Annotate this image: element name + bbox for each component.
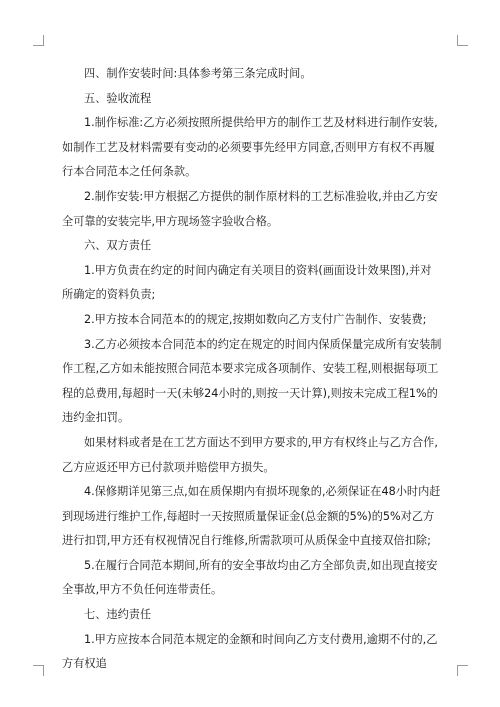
section-heading-install-time: 四、制作安装时间:具体参考第三条完成时间。 [84,67,312,80]
paragraph-warranty: 4.保修期详见第三点,如在质保期内有损坏现象的,必须保证在48小时内赶到现场进行维护工作,每超时一天按照质量保证金(总金额的5%)的5%对乙方进行扣罚,甲方还有权视情况自行维修,所需款项可从质保金中直接双倍扣除; [62,485,441,548]
paragraph-party-a-materials: 1.甲方负责在约定的时间内确定有关项目的资料(画面设计效果图),并对所确定的资料负责; [62,263,432,302]
paragraph-breach-payment: 1.甲方应按本合同范本规定的金额和时间向乙方支付费用,逾期不付的,乙方有权追 [62,632,438,671]
paragraph-safety: 5.在履行合同范本期间,所有的安全事故均由乙方全部负责,如出现直接安全事故,甲方不负任何连带责任。 [62,558,438,597]
document-body [62,62,442,677]
section-heading-responsibilities: 六、双方责任 [84,239,152,253]
paragraph-production-install: 2.制作安装:甲方根据乙方提供的制作原材料的工艺标准验收,并由乙方安全可靠的安装完毕,甲方现场签字验收合格。 [62,189,438,228]
section-heading-breach: 七、违约责任 [84,608,152,622]
paragraph-party-a-payment: 2.甲方按本合同范本的的规定,按期如数向乙方支付广告制作、安装费; [84,312,427,326]
paragraph-material-quality: 如果材料或者是在工艺方面达不到甲方要求的,甲方有权终止与乙方合作,乙方应返还甲方已付款项并赔偿甲方损失。 [62,435,438,474]
crop-mark-bottom-left [33,665,44,676]
paragraph-production-standard: 1.制作标准:乙方必须按照所提供给甲方的制作工艺及材料进行制作安装,如制作工艺及材料需要有变动的必须要事先经甲方同意,否则甲方有权不再履行本合同范本之任何条款。 [62,116,438,179]
crop-mark-top-right [457,35,468,46]
crop-mark-top-left [33,35,44,46]
paragraph-party-b-deadline: 3.乙方必须按本合同范本的约定在规定的时间内保质保量完成所有安装制作工程,乙方如未能按照合同范本要求完成各项制作、安装工程,则根据每项工程的总费用,每超时一天(未够24小时的,则按一天计算),则按未完成工程1%的违约金扣罚。 [62,337,442,425]
section-heading-acceptance: 五、验收流程 [84,91,152,105]
crop-mark-bottom-right [457,665,468,676]
